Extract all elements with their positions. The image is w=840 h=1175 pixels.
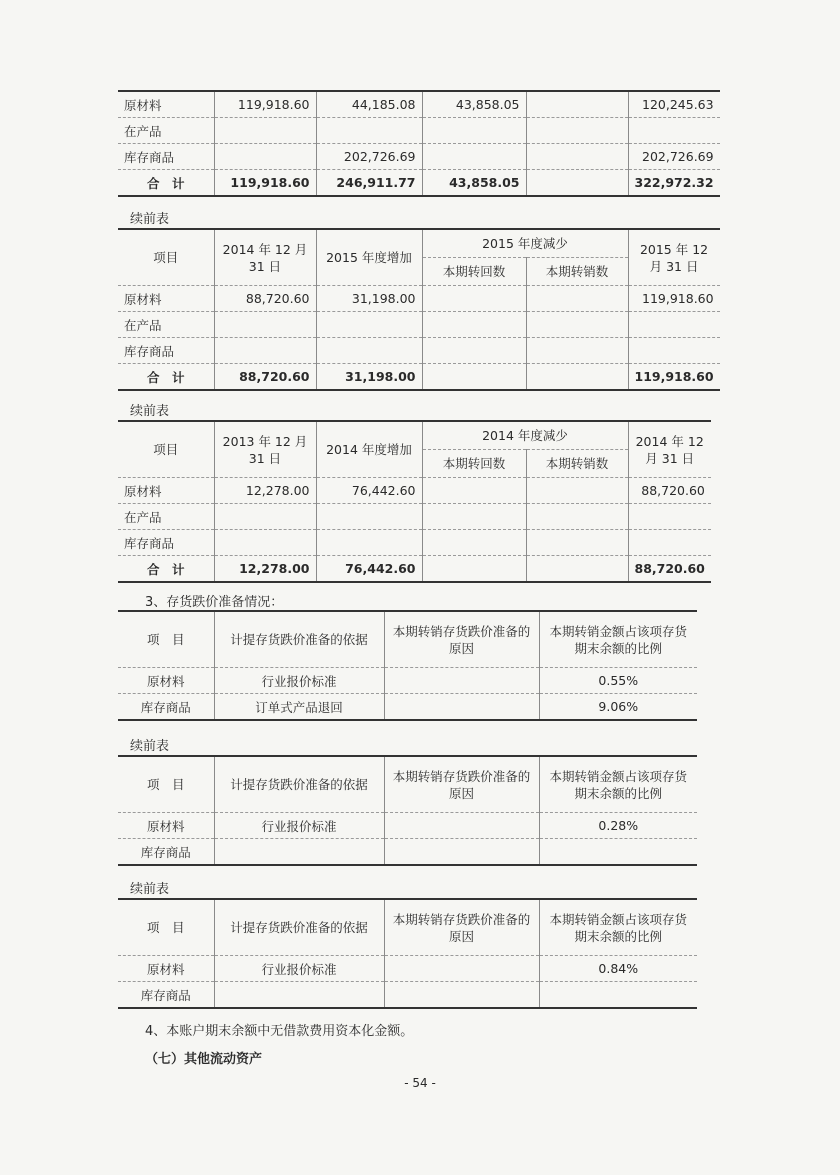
inventory-table-2014 (118, 420, 711, 583)
table-row: 库存商品 (118, 530, 711, 556)
section-4-note: 4、本账户期末余额中无借款费用资本化金额。 (145, 1024, 414, 1039)
continued-caption: 续前表 (130, 739, 170, 754)
table-row: 库存商品 (118, 338, 720, 364)
table-row: 库存商品 (118, 839, 697, 866)
table-row: 库存商品 (118, 982, 697, 1009)
section-3-heading: 3、存货跌价准备情况： (145, 595, 284, 610)
continued-caption: 续前表 (130, 404, 170, 419)
table-subheader-row: 本期转回数 本期转销数 (118, 258, 720, 286)
table-header-row: 项 目 计提存货跌价准备的依据 本期转销存货跌价准备的原因 本期转销金额占该项存货期末余额的比例 (118, 899, 697, 956)
provision-table-2016 (118, 610, 697, 721)
table-row: 原材料 88,720.60 31,198.00 119,918.60 (118, 286, 720, 312)
table-row: 在产品 (118, 312, 720, 338)
table-row: 在产品 (118, 118, 720, 144)
table-row: 库存商品 202,726.69 202,726.69 (118, 144, 720, 170)
inventory-table-2016 (118, 90, 720, 197)
table-header-row: 项目 2014 年 12 月 31 日 2015 年度增加 2015 年度减少 2015 年 12 月 31 日 (118, 229, 720, 258)
table-header-row: 项 目 计提存货跌价准备的依据 本期转销存货跌价准备的原因 本期转销金额占该项存货期末余额的比例 (118, 611, 697, 668)
total-row: 合 计 88,720.60 31,198.00 119,918.60 (118, 364, 720, 391)
inventory-table-2015 (118, 228, 720, 391)
total-row: 合 计 12,278.00 76,442.60 88,720.60 (118, 556, 711, 583)
total-row: 合 计 119,918.60 246,911.77 43,858.05 322,972.32 (118, 170, 720, 197)
table-row: 原材料 行业报价标准 0.84% (118, 956, 697, 982)
provision-table-2015 (118, 755, 697, 866)
table-subheader-row: 本期转回数 本期转销数 (118, 450, 711, 478)
table-row: 原材料 行业报价标准 0.55% (118, 668, 697, 694)
continued-caption: 续前表 (130, 212, 170, 227)
table-row: 原材料 12,278.00 76,442.60 88,720.60 (118, 478, 711, 504)
continued-caption: 续前表 (130, 882, 170, 897)
table-header-row: 项 目 计提存货跌价准备的依据 本期转销存货跌价准备的原因 本期转销金额占该项存货期末余额的比例 (118, 756, 697, 813)
provision-table-2014 (118, 898, 697, 1009)
table-row: 原材料 119,918.60 44,185.08 43,858.05 120,245.63 (118, 91, 720, 118)
section-7-heading: （七）其他流动资产 (145, 1052, 263, 1067)
table-header-row: 项目 2013 年 12 月 31 日 2014 年度增加 2014 年度减少 2014 年 12 月 31 日 (118, 421, 711, 450)
page-number: - 54 - (404, 1076, 436, 1090)
table-row: 库存商品 订单式产品退回 9.06% (118, 694, 697, 721)
table-row: 原材料 行业报价标准 0.28% (118, 813, 697, 839)
table-row: 在产品 (118, 504, 711, 530)
